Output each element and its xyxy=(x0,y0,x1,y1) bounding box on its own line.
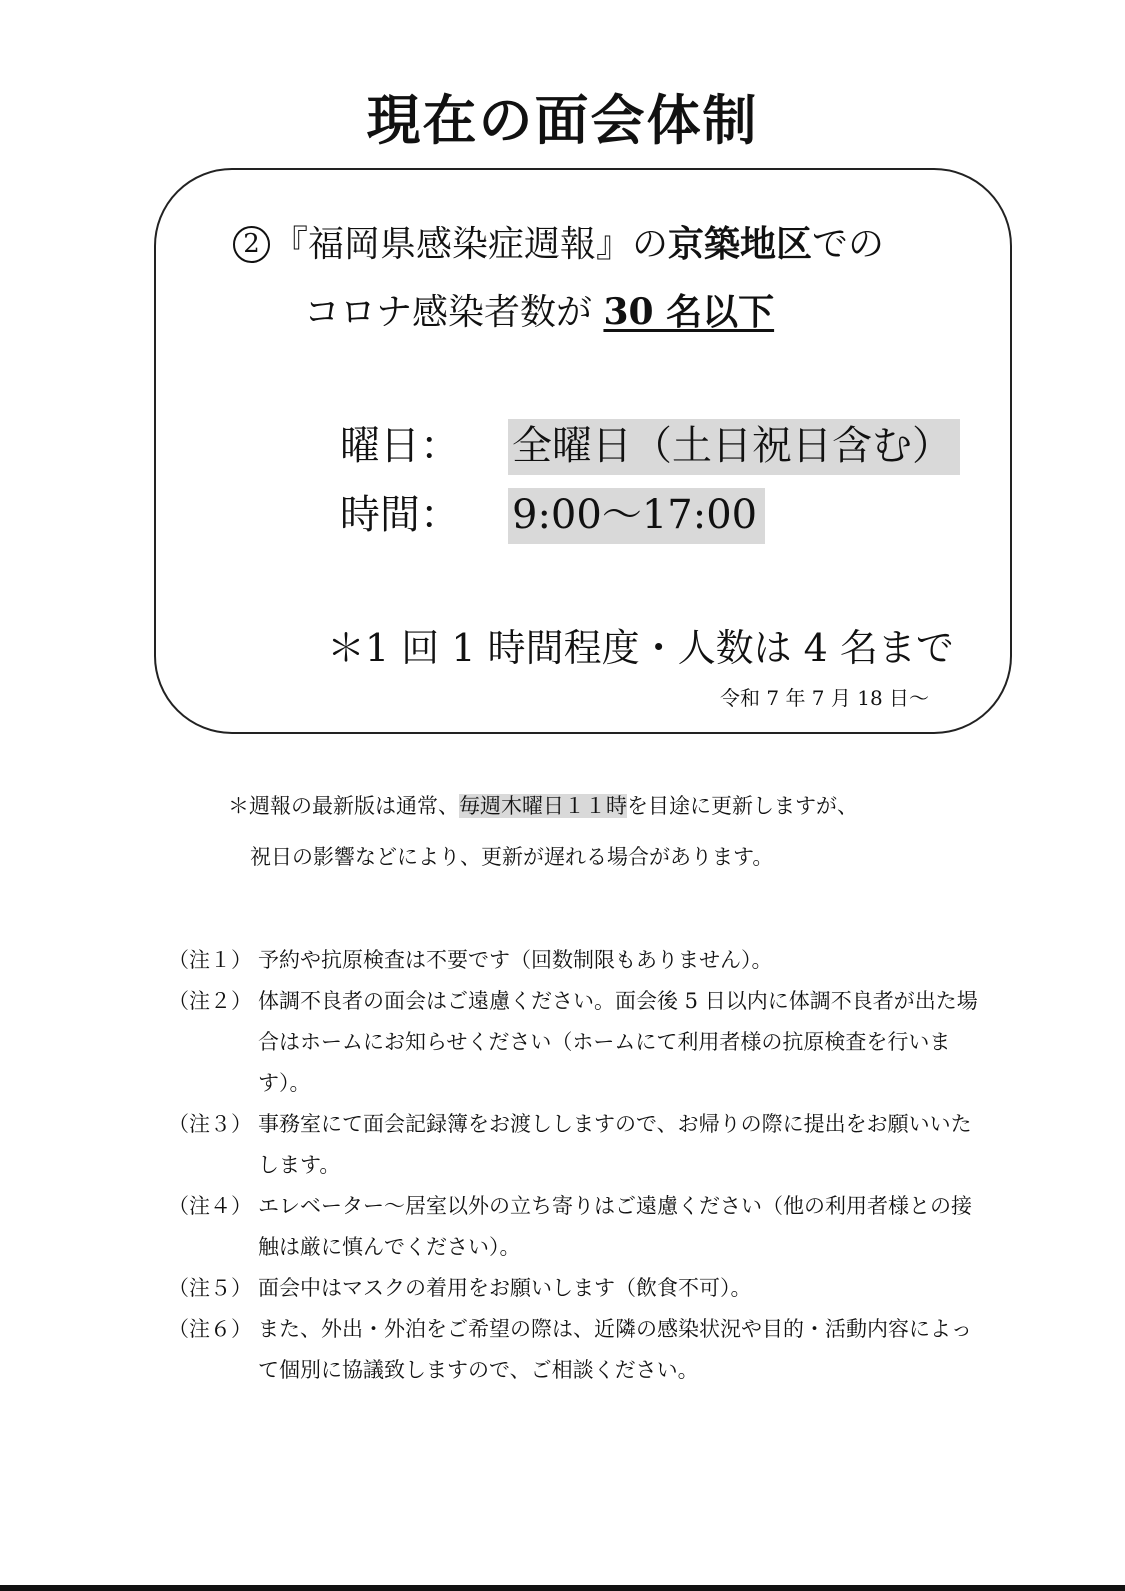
update-note-pre: ＊週報の最新版は通常、 xyxy=(228,794,459,818)
effective-date: 令和 7 年 7 月 18 日～ xyxy=(720,686,930,710)
note-text: エレベーター～居室以外の立ち寄りはご遠慮ください（他の利用者様との接触は厳に慎んでください）。 xyxy=(258,1194,972,1259)
note-label: （注４） xyxy=(168,1194,252,1218)
time-label: 時間： xyxy=(340,492,460,538)
note-label: （注１） xyxy=(168,948,252,972)
page-bottom-border xyxy=(0,1585,1125,1591)
page-title: 現在の面会体制 xyxy=(366,89,759,152)
note-label: （注６） xyxy=(168,1317,252,1341)
note-label: （注３） xyxy=(168,1112,252,1136)
note-text: また、外出・外泊をご希望の際は、近隣の感染状況や目的・活動内容によって個別に協議致しますので、ご相談ください。 xyxy=(258,1317,972,1382)
circled-number: 2 xyxy=(233,226,270,263)
update-schedule: 毎週木曜日１１時 xyxy=(459,794,627,818)
note-item xyxy=(168,1186,988,1268)
condition-source: 『福岡県感染症週報』の xyxy=(272,224,669,265)
update-note-post: を目途に更新しますが、 xyxy=(627,794,858,818)
notes-list xyxy=(168,940,988,1391)
condition-metric: コロナ感染者数が xyxy=(304,292,604,333)
time-row xyxy=(340,483,765,540)
note-text: 面会中はマスクの着用をお願いします（飲食不可）。 xyxy=(258,1276,752,1300)
note-item xyxy=(168,1309,988,1391)
note-text: 体調不良者の面会はご遠慮ください。面会後 5 日以内に体調不良者が出た場合はホームにお知らせください（ホームにて利用者様の抗原検査を行います）。 xyxy=(258,989,978,1095)
note-text: 予約や抗原検査は不要です（回数制限もありません）。 xyxy=(258,948,773,972)
condition-line-1 xyxy=(233,216,884,267)
days-row xyxy=(340,414,960,471)
update-note-line-1 xyxy=(228,790,858,820)
condition-threshold: 30 名以下 xyxy=(603,291,775,333)
update-note-line-2: 祝日の影響などにより、更新が遅れる場合があります。 xyxy=(250,845,774,869)
note-item xyxy=(168,1104,988,1186)
visit-limit: ＊1 回 1 時間程度・人数は 4 名まで xyxy=(327,626,954,670)
time-value: 9:00～17:00 xyxy=(508,488,765,544)
note-text: 事務室にて面会記録簿をお渡ししますので、お帰りの際に提出をお願いいたします。 xyxy=(258,1112,972,1177)
note-item xyxy=(168,940,988,981)
note-label: （注２） xyxy=(168,989,252,1013)
condition-line-2 xyxy=(304,284,774,335)
condition-suffix: での xyxy=(812,224,885,265)
note-item xyxy=(168,981,988,1104)
days-value: 全曜日（土日祝日含む） xyxy=(508,419,960,475)
note-label: （注５） xyxy=(168,1276,252,1300)
note-item xyxy=(168,1268,988,1309)
condition-region: 京築地区 xyxy=(668,223,813,265)
days-label: 曜日： xyxy=(340,423,460,469)
